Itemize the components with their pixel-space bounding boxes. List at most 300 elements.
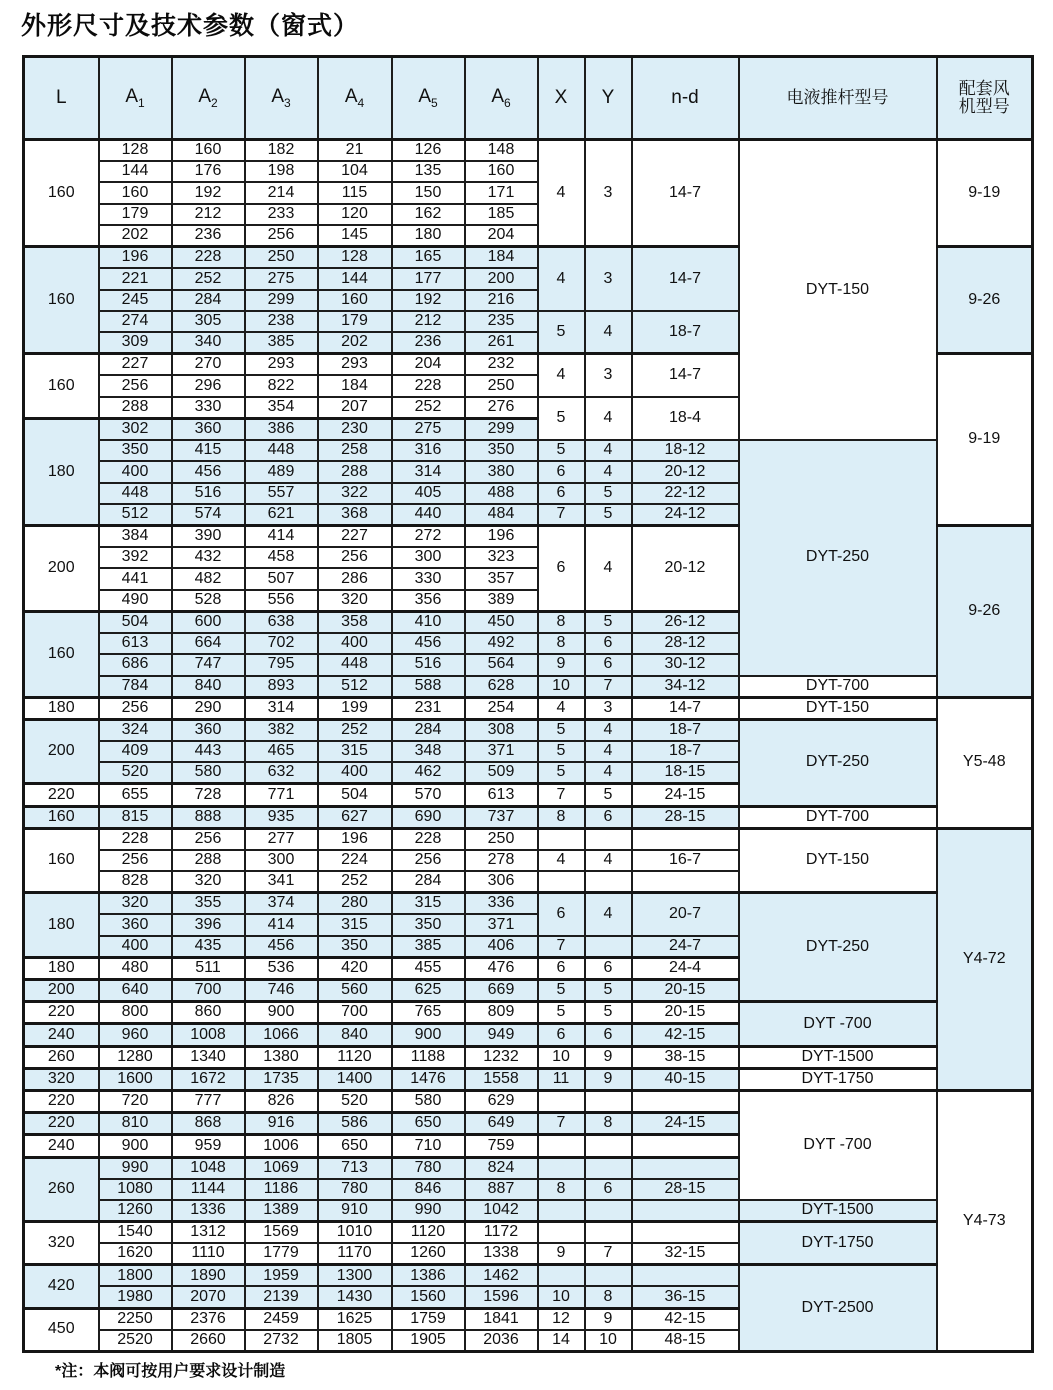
cell-a1: 960	[99, 1024, 172, 1046]
cell-a2: 192	[172, 182, 245, 203]
cell-a2: 1110	[172, 1243, 245, 1265]
cell-y: 8	[585, 1113, 632, 1135]
cell-a5: 192	[392, 290, 465, 311]
cell-a1: 640	[99, 980, 172, 1002]
cell-a6: 628	[465, 676, 538, 698]
cell-a4: 1010	[318, 1222, 392, 1244]
cell-fan: 9-19	[937, 354, 1033, 526]
cell-nd	[632, 871, 739, 893]
cell-a5: 126	[392, 140, 465, 162]
cell-nd: 22-12	[632, 483, 739, 504]
cell-l: 200	[24, 525, 99, 611]
cell-a3: 795	[245, 654, 318, 675]
cell-a3: 458	[245, 547, 318, 568]
cell-nd: 36-15	[632, 1286, 739, 1308]
cell-y: 10	[585, 1330, 632, 1352]
cell-a6: 160	[465, 161, 538, 182]
cell-act: DYT-1500	[739, 1046, 937, 1068]
cell-x	[538, 828, 585, 850]
cell-a4: 288	[318, 461, 392, 482]
cell-a4: 586	[318, 1113, 392, 1135]
cell-x	[538, 1222, 585, 1244]
cell-a5: 690	[392, 806, 465, 828]
footnote: *注：本阀可按用户要求设计制造	[55, 1363, 286, 1380]
cell-a4: 358	[318, 611, 392, 633]
cell-l: 240	[24, 1135, 99, 1157]
cell-a4: 910	[318, 1200, 392, 1222]
cell-a1: 400	[99, 936, 172, 958]
cell-a4: 1300	[318, 1265, 392, 1287]
cell-a1: 520	[99, 762, 172, 784]
cell-nd: 24-4	[632, 957, 739, 979]
cell-y: 9	[585, 1068, 632, 1090]
cell-a3: 893	[245, 676, 318, 698]
table-body	[24, 140, 1033, 1352]
cell-nd: 18-12	[632, 440, 739, 461]
cell-a5: 900	[392, 1024, 465, 1046]
cell-a5: 570	[392, 784, 465, 806]
cell-a5: 316	[392, 440, 465, 461]
cell-a3: 214	[245, 182, 318, 203]
cell-a1: 160	[99, 182, 172, 203]
cell-nd: 48-15	[632, 1330, 739, 1352]
cell-y: 6	[585, 806, 632, 828]
cell-a1: 400	[99, 461, 172, 482]
cell-nd: 14-7	[632, 697, 739, 719]
cell-a3: 557	[245, 483, 318, 504]
cell-a3: 456	[245, 936, 318, 958]
cell-x: 6	[538, 957, 585, 979]
cell-x: 12	[538, 1308, 585, 1330]
cell-a2: 256	[172, 828, 245, 850]
cell-a6: 278	[465, 850, 538, 871]
cell-a3: 182	[245, 140, 318, 162]
cell-a6: 232	[465, 354, 538, 376]
cell-y: 5	[585, 1002, 632, 1024]
cell-y: 5	[585, 980, 632, 1002]
cell-a1: 1280	[99, 1046, 172, 1068]
cell-a2: 700	[172, 980, 245, 1002]
header-x: X	[538, 57, 585, 140]
cell-a4: 780	[318, 1179, 392, 1200]
cell-a6: 450	[465, 611, 538, 633]
cell-a5: 284	[392, 719, 465, 741]
cell-a3: 414	[245, 525, 318, 547]
cell-a6: 350	[465, 440, 538, 461]
cell-a1: 256	[99, 850, 172, 871]
cell-a3: 341	[245, 871, 318, 893]
cell-y: 4	[585, 397, 632, 440]
cell-y: 4	[585, 850, 632, 871]
cell-a6: 276	[465, 397, 538, 419]
cell-a1: 720	[99, 1090, 172, 1112]
spec-table	[22, 55, 1034, 1353]
cell-a3: 250	[245, 247, 318, 269]
cell-a4: 448	[318, 654, 392, 675]
cell-l: 220	[24, 1002, 99, 1024]
cell-x: 4	[538, 850, 585, 871]
cell-a4: 320	[318, 590, 392, 612]
cell-y: 5	[585, 611, 632, 633]
cell-a4: 1120	[318, 1046, 392, 1068]
cell-act: DYT-700	[739, 806, 937, 828]
cell-a6: 2036	[465, 1330, 538, 1352]
cell-a2: 415	[172, 440, 245, 461]
cell-a1: 202	[99, 225, 172, 247]
cell-a2: 888	[172, 806, 245, 828]
cell-a2: 435	[172, 936, 245, 958]
table-row	[24, 1222, 1033, 1244]
cell-a3: 621	[245, 504, 318, 526]
cell-a1: 227	[99, 354, 172, 376]
cell-a1: 128	[99, 140, 172, 162]
cell-a3: 2459	[245, 1308, 318, 1330]
cell-a6: 809	[465, 1002, 538, 1024]
cell-a1: 179	[99, 204, 172, 225]
cell-a2: 330	[172, 397, 245, 419]
cell-y	[585, 1135, 632, 1157]
cell-a4: 184	[318, 375, 392, 396]
cell-l: 240	[24, 1024, 99, 1046]
cell-y: 7	[585, 1243, 632, 1265]
cell-a5: 204	[392, 354, 465, 376]
cell-a1: 828	[99, 871, 172, 893]
cell-a3: 465	[245, 741, 318, 762]
cell-a1: 448	[99, 483, 172, 504]
cell-fan: Y4-72	[937, 828, 1033, 1090]
cell-a3: 277	[245, 828, 318, 850]
cell-x: 6	[538, 893, 585, 936]
cell-nd: 26-12	[632, 611, 739, 633]
cell-a4: 207	[318, 397, 392, 419]
cell-y	[585, 871, 632, 893]
cell-x: 6	[538, 461, 585, 482]
cell-y: 4	[585, 741, 632, 762]
cell-a2: 1144	[172, 1179, 245, 1200]
cell-a6: 476	[465, 957, 538, 979]
cell-nd	[632, 1157, 739, 1179]
header-y: Y	[585, 57, 632, 140]
cell-y: 4	[585, 311, 632, 354]
cell-a6: 185	[465, 204, 538, 225]
table-row	[24, 1090, 1033, 1112]
cell-l: 220	[24, 784, 99, 806]
cell-y: 4	[585, 762, 632, 784]
cell-a4: 286	[318, 568, 392, 589]
cell-a5: 315	[392, 893, 465, 915]
cell-a4: 1430	[318, 1286, 392, 1308]
cell-a2: 2660	[172, 1330, 245, 1352]
cell-a4: 120	[318, 204, 392, 225]
cell-a5: 228	[392, 828, 465, 850]
cell-x	[538, 1265, 585, 1287]
cell-act: DYT-1750	[739, 1068, 937, 1090]
cell-a2: 664	[172, 633, 245, 654]
cell-a2: 252	[172, 268, 245, 289]
cell-nd	[632, 1090, 739, 1112]
cell-nd: 14-7	[632, 140, 739, 247]
cell-a5: 150	[392, 182, 465, 203]
cell-a3: 293	[245, 354, 318, 376]
cell-act: DYT -700	[739, 1090, 937, 1199]
cell-x: 11	[538, 1068, 585, 1090]
cell-a1: 1620	[99, 1243, 172, 1265]
cell-a5: 1560	[392, 1286, 465, 1308]
cell-nd: 20-15	[632, 980, 739, 1002]
cell-a2: 288	[172, 850, 245, 871]
cell-x	[538, 871, 585, 893]
cell-l: 160	[24, 247, 99, 354]
cell-y: 3	[585, 247, 632, 311]
cell-act: DYT-700	[739, 676, 937, 698]
cell-a4: 713	[318, 1157, 392, 1179]
cell-a6: 389	[465, 590, 538, 612]
cell-x: 10	[538, 676, 585, 698]
cell-l: 220	[24, 1113, 99, 1135]
cell-a6: 196	[465, 525, 538, 547]
cell-a4: 252	[318, 871, 392, 893]
table-row	[24, 1200, 1033, 1222]
cell-a2: 212	[172, 204, 245, 225]
cell-a1: 490	[99, 590, 172, 612]
cell-a5: 990	[392, 1200, 465, 1222]
cell-a6: 669	[465, 980, 538, 1002]
cell-a5: 300	[392, 547, 465, 568]
cell-a2: 868	[172, 1113, 245, 1135]
cell-y: 5	[585, 483, 632, 504]
cell-x: 8	[538, 633, 585, 654]
cell-nd: 42-15	[632, 1024, 739, 1046]
cell-a4: 104	[318, 161, 392, 182]
cell-a2: 511	[172, 957, 245, 979]
cell-nd: 40-15	[632, 1068, 739, 1090]
cell-x: 7	[538, 1113, 585, 1135]
cell-nd: 18-15	[632, 762, 739, 784]
cell-nd	[632, 1222, 739, 1244]
cell-a2: 2376	[172, 1308, 245, 1330]
cell-a4: 224	[318, 850, 392, 871]
cell-a5: 212	[392, 311, 465, 332]
cell-act: DYT-250	[739, 893, 937, 1002]
cell-a6: 204	[465, 225, 538, 247]
cell-nd: 24-12	[632, 504, 739, 526]
table-row	[24, 1046, 1033, 1068]
cell-x: 5	[538, 980, 585, 1002]
cell-a3: 632	[245, 762, 318, 784]
cell-l: 180	[24, 697, 99, 719]
cell-nd	[632, 1135, 739, 1157]
cell-a6: 323	[465, 547, 538, 568]
cell-a3: 385	[245, 332, 318, 354]
cell-nd: 28-12	[632, 633, 739, 654]
cell-a2: 270	[172, 354, 245, 376]
cell-a3: 638	[245, 611, 318, 633]
table-row	[24, 676, 1033, 698]
cell-y	[585, 1222, 632, 1244]
cell-a4: 252	[318, 719, 392, 741]
cell-a5: 765	[392, 1002, 465, 1024]
cell-x: 10	[538, 1046, 585, 1068]
cell-nd	[632, 1265, 739, 1287]
cell-l: 320	[24, 1222, 99, 1265]
cell-a1: 810	[99, 1113, 172, 1135]
cell-a2: 1672	[172, 1068, 245, 1090]
cell-l: 160	[24, 354, 99, 419]
cell-a5: 1188	[392, 1046, 465, 1068]
cell-a5: 780	[392, 1157, 465, 1179]
cell-act: DYT-150	[739, 828, 937, 893]
cell-y: 6	[585, 957, 632, 979]
cell-a3: 771	[245, 784, 318, 806]
cell-a6: 184	[465, 247, 538, 269]
cell-a4: 1400	[318, 1068, 392, 1090]
table-row	[24, 1265, 1033, 1287]
cell-y: 4	[585, 440, 632, 461]
cell-a4: 512	[318, 676, 392, 698]
cell-a4: 179	[318, 311, 392, 332]
cell-a6: 357	[465, 568, 538, 589]
cell-a4: 115	[318, 182, 392, 203]
cell-a6: 254	[465, 697, 538, 719]
cell-a1: 392	[99, 547, 172, 568]
cell-y	[585, 1200, 632, 1222]
cell-a1: 288	[99, 397, 172, 419]
cell-a5: 231	[392, 697, 465, 719]
cell-a4: 520	[318, 1090, 392, 1112]
cell-x: 14	[538, 1330, 585, 1352]
cell-a6: 308	[465, 719, 538, 741]
cell-a6: 380	[465, 461, 538, 482]
cell-a3: 916	[245, 1113, 318, 1135]
cell-nd	[632, 1200, 739, 1222]
cell-nd: 18-4	[632, 397, 739, 440]
cell-a1: 504	[99, 611, 172, 633]
cell-a5: 625	[392, 980, 465, 1002]
cell-a3: 1779	[245, 1243, 318, 1265]
cell-a3: 275	[245, 268, 318, 289]
cell-a2: 320	[172, 871, 245, 893]
cell-a2: 340	[172, 332, 245, 354]
cell-act: DYT-150	[739, 697, 937, 719]
cell-nd: 20-12	[632, 461, 739, 482]
cell-x: 8	[538, 1179, 585, 1200]
cell-a6: 261	[465, 332, 538, 354]
cell-a2: 236	[172, 225, 245, 247]
cell-y: 6	[585, 1179, 632, 1200]
cell-x: 4	[538, 697, 585, 719]
cell-a2: 516	[172, 483, 245, 504]
cell-a2: 305	[172, 311, 245, 332]
cell-a3: 386	[245, 418, 318, 440]
cell-a3: 489	[245, 461, 318, 482]
cell-nd: 18-7	[632, 719, 739, 741]
cell-x: 5	[538, 397, 585, 440]
cell-a4: 1625	[318, 1308, 392, 1330]
cell-a5: 1476	[392, 1068, 465, 1090]
cell-nd: 20-12	[632, 525, 739, 611]
cell-a2: 860	[172, 1002, 245, 1024]
cell-a4: 144	[318, 268, 392, 289]
cell-fan: 9-26	[937, 525, 1033, 697]
cell-a6: 1042	[465, 1200, 538, 1222]
cell-a6: 613	[465, 784, 538, 806]
cell-a3: 2139	[245, 1286, 318, 1308]
cell-a6: 216	[465, 290, 538, 311]
header-a2: $A_2$	[172, 57, 245, 140]
cell-a1: 409	[99, 741, 172, 762]
cell-a4: 627	[318, 806, 392, 828]
cell-a3: 382	[245, 719, 318, 741]
cell-a1: 815	[99, 806, 172, 828]
cell-a1: 360	[99, 914, 172, 935]
cell-a5: 177	[392, 268, 465, 289]
cell-a4: 315	[318, 914, 392, 935]
cell-a5: 180	[392, 225, 465, 247]
cell-a2: 290	[172, 697, 245, 719]
cell-a4: 256	[318, 547, 392, 568]
header-a1: $A_1$	[99, 57, 172, 140]
cell-a1: 1600	[99, 1068, 172, 1090]
cell-a3: 900	[245, 1002, 318, 1024]
cell-a3: 374	[245, 893, 318, 915]
cell-a6: 336	[465, 893, 538, 915]
cell-a1: 324	[99, 719, 172, 741]
cell-a5: 1120	[392, 1222, 465, 1244]
cell-a3: 746	[245, 980, 318, 1002]
cell-x	[538, 1090, 585, 1112]
cell-act: DYT-1750	[739, 1222, 937, 1265]
cell-a2: 2070	[172, 1286, 245, 1308]
cell-x	[538, 1157, 585, 1179]
cell-a5: 162	[392, 204, 465, 225]
cell-a4: 293	[318, 354, 392, 376]
cell-act: DYT-250	[739, 440, 937, 676]
cell-a5: 272	[392, 525, 465, 547]
cell-a1: 784	[99, 676, 172, 698]
cell-a1: 144	[99, 161, 172, 182]
cell-a1: 2250	[99, 1308, 172, 1330]
cell-y: 7	[585, 676, 632, 698]
cell-a1: 309	[99, 332, 172, 354]
cell-a5: 236	[392, 332, 465, 354]
cell-act: DYT-2500	[739, 1265, 937, 1352]
cell-x: 6	[538, 1024, 585, 1046]
cell-a4: 700	[318, 1002, 392, 1024]
cell-a5: 1260	[392, 1243, 465, 1265]
cell-a6: 371	[465, 741, 538, 762]
cell-x: 9	[538, 654, 585, 675]
cell-a4: 21	[318, 140, 392, 162]
table-header-row	[24, 57, 1033, 140]
cell-y: 8	[585, 1286, 632, 1308]
cell-a5: 256	[392, 850, 465, 871]
cell-a4: 196	[318, 828, 392, 850]
cell-x: 8	[538, 806, 585, 828]
cell-a6: 649	[465, 1113, 538, 1135]
cell-a6: 509	[465, 762, 538, 784]
cell-a6: 824	[465, 1157, 538, 1179]
cell-a2: 528	[172, 590, 245, 612]
cell-a6: 629	[465, 1090, 538, 1112]
cell-x: 8	[538, 611, 585, 633]
cell-a4: 230	[318, 418, 392, 440]
cell-a5: 1386	[392, 1265, 465, 1287]
cell-a6: 250	[465, 828, 538, 850]
cell-x: 5	[538, 311, 585, 354]
cell-a5: 588	[392, 676, 465, 698]
cell-nd: 42-15	[632, 1308, 739, 1330]
cell-a3: 299	[245, 290, 318, 311]
